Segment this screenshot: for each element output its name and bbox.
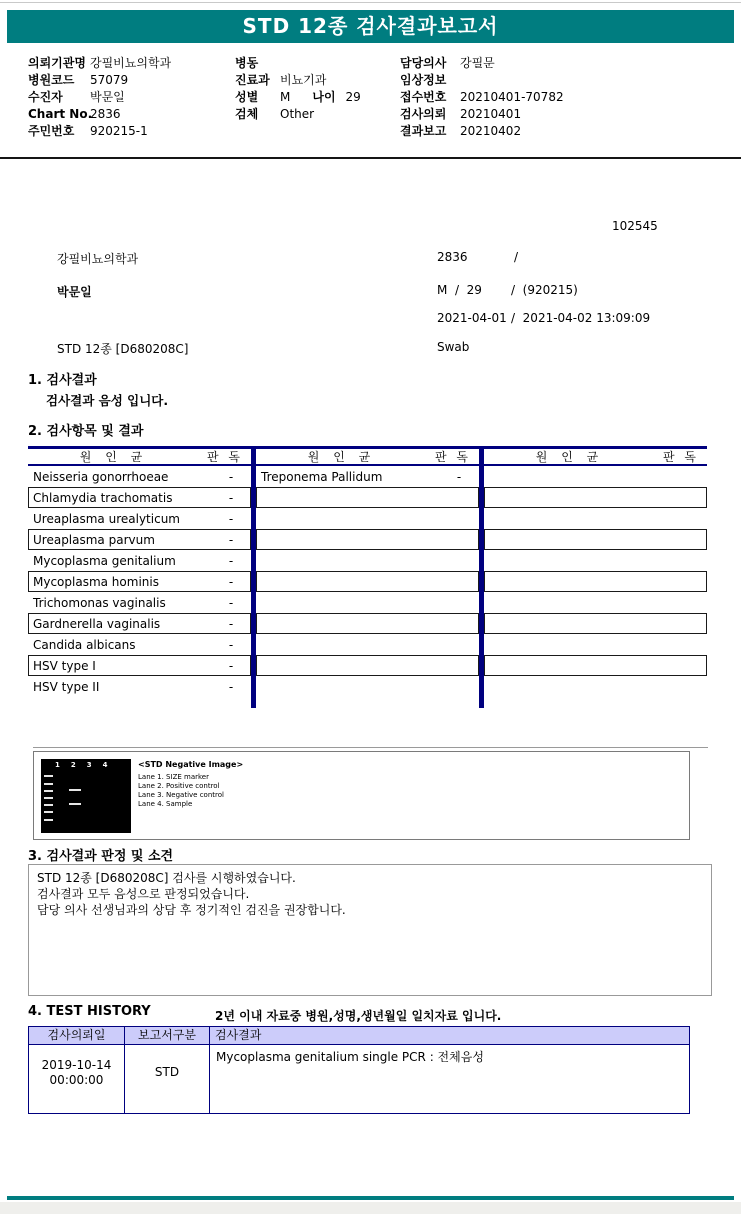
gel-section-top-line: [33, 747, 708, 748]
info-value: 20210402: [460, 124, 522, 138]
reference-number: 102545: [612, 219, 658, 233]
result-row: [484, 592, 707, 613]
result-row: [256, 676, 479, 697]
result-rows-group3: [484, 466, 707, 697]
header-separator-line: [0, 157, 741, 159]
gel-band: [69, 789, 81, 791]
result-row: [256, 592, 479, 613]
opinion-text: STD 12종 [D680208C] 검사를 시행하였습니다.: [37, 871, 296, 885]
summary-report-datetime: / 2021-04-02 13:09:09: [511, 311, 651, 325]
section1-result-text: 검사결과 음성 입니다.: [46, 393, 169, 408]
result-row: [484, 571, 707, 592]
result-row: [256, 655, 479, 676]
header-reading: 판 독: [663, 450, 699, 464]
info-value: M: [280, 90, 291, 104]
result-row: [484, 634, 707, 655]
opinion-line: [37, 902, 703, 918]
info-label: 담당의사: [400, 56, 447, 70]
pathogen-result: -: [228, 532, 234, 547]
result-row: [28, 550, 251, 571]
gel-lane-text: Lane 3. Negative control: [138, 791, 224, 799]
gel-lane-number: 2: [70, 761, 76, 769]
result-row: [484, 529, 707, 550]
info-label: 병동: [235, 56, 259, 70]
info-label: 성별: [235, 90, 259, 104]
info-row: [400, 106, 730, 123]
info-row: [235, 106, 400, 123]
info-value: 강필비뇨의학과: [90, 56, 172, 70]
info-value: Other: [280, 107, 315, 121]
info-label: 병원코드: [28, 73, 75, 87]
info-value: 2836: [90, 107, 121, 121]
summary-hospital-name: 강필비뇨의학과: [57, 252, 139, 266]
info-label: Chart No.: [28, 107, 93, 121]
opinion-line: [37, 886, 703, 902]
summary-test-name: STD 12종 [D680208C]: [57, 342, 189, 356]
gel-band: [44, 797, 53, 799]
summary-sex-age: M / 29: [437, 283, 482, 297]
gel-lane-description: [138, 782, 224, 791]
gel-band: [44, 811, 53, 813]
history-body: [29, 1045, 689, 1113]
pathogen-result: -: [228, 637, 234, 652]
info-value: 20210401: [460, 107, 522, 121]
result-table: [28, 446, 708, 708]
result-row: [28, 592, 251, 613]
pathogen-result: -: [228, 511, 234, 526]
info-value: 강필문: [460, 56, 495, 70]
result-row: [256, 571, 479, 592]
gel-lane-number: 4: [102, 761, 108, 769]
result-row: [484, 676, 707, 697]
pathogen-name: Gardnerella vaginalis: [33, 616, 161, 631]
history-header-date: 검사의뢰일: [29, 1027, 125, 1044]
result-row: [484, 466, 707, 487]
pathogen-name: Ureaplasma parvum: [33, 532, 155, 547]
gel-lane-description: [138, 773, 224, 782]
opinion-text: 담당 의사 선생님과의 상담 후 정기적인 검진을 권장합니다.: [37, 903, 346, 917]
result-row: [28, 655, 251, 676]
result-row: [256, 487, 479, 508]
history-note: 2년 이내 자료중 병원,성명,생년월일 일치자료 입니다.: [215, 1009, 502, 1023]
gel-electrophoresis-image: [41, 759, 131, 833]
result-row: [484, 487, 707, 508]
summary-specimen-type: Swab: [437, 340, 470, 354]
info-label-secondary: 나이: [312, 90, 336, 104]
info-row: [235, 72, 400, 89]
result-row: [484, 655, 707, 676]
gel-lane-number: 1: [55, 761, 60, 769]
info-row: [400, 72, 730, 89]
info-row: [235, 89, 400, 106]
info-label: 수진자: [28, 90, 63, 104]
info-column-middle: [235, 55, 400, 140]
gel-band: [44, 775, 53, 777]
gel-lane-description: [138, 791, 224, 800]
history-result: Mycoplasma genitalium single PCR : 전체음성: [216, 1050, 484, 1064]
result-row: [484, 550, 707, 571]
result-row: [256, 613, 479, 634]
gel-lane-text: Lane 2. Positive control: [138, 782, 220, 790]
result-group-3: [484, 446, 707, 697]
summary-birthdate: / (920215): [511, 283, 578, 297]
result-row: [28, 613, 251, 634]
section4-title: 4. TEST HISTORY: [28, 1004, 151, 1019]
result-row: [256, 529, 479, 550]
pathogen-name: Mycoplasma hominis: [33, 574, 159, 589]
result-table-header: [484, 446, 707, 466]
result-row: [256, 508, 479, 529]
gel-lane-number: 3: [86, 761, 92, 769]
info-label: 검체: [235, 107, 259, 121]
gel-band: [44, 783, 53, 785]
info-row: [400, 89, 730, 106]
pathogen-name: HSV type I: [33, 658, 96, 673]
header-reading: 판 독: [435, 450, 471, 464]
info-label: 진료과: [235, 73, 270, 87]
gel-image-panel: [33, 751, 690, 840]
result-row: [28, 508, 251, 529]
result-row: [28, 487, 251, 508]
gel-lane-legend: [138, 773, 224, 809]
pathogen-name: Trichomonas vaginalis: [33, 595, 166, 610]
pathogen-result: -: [228, 469, 234, 484]
pathogen-result: -: [228, 679, 234, 694]
pathogen-name: Ureaplasma urealyticum: [33, 511, 180, 526]
opinion-line: [37, 870, 703, 886]
result-row: [28, 634, 251, 655]
patient-info-block: [28, 55, 732, 140]
gel-lane-numbers: [41, 759, 131, 769]
pathogen-name: Candida albicans: [33, 637, 136, 652]
result-row: [484, 613, 707, 634]
result-row: [28, 676, 251, 697]
pathogen-name: HSV type II: [33, 679, 100, 694]
info-label: 임상정보: [400, 73, 447, 87]
section3-title: 3. 검사결과 판정 및 소견: [28, 849, 174, 864]
info-column-right: [400, 55, 730, 140]
pathogen-result: -: [228, 490, 234, 505]
footer-banner-line: [7, 1196, 734, 1200]
test-history-table: [28, 1026, 690, 1114]
header-pathogen: 원 인 균: [535, 450, 604, 464]
info-value-secondary: 29: [345, 90, 361, 104]
info-value: 비뇨기과: [280, 73, 327, 87]
gel-caption: <STD Negative Image>: [138, 760, 244, 769]
info-label: 접수번호: [400, 90, 447, 104]
info-row: [28, 123, 235, 140]
result-group-2: [256, 446, 479, 697]
summary-patient-name: 박문일: [57, 285, 92, 299]
result-row: [256, 634, 479, 655]
pathogen-result: -: [456, 469, 462, 484]
summary-chart-number: 2836: [437, 250, 468, 264]
history-date: 2019-10-14 00:00:00: [29, 1045, 125, 1113]
gel-band: [44, 819, 53, 821]
pathogen-result: -: [228, 553, 234, 568]
result-row: [484, 508, 707, 529]
report-title-banner: STD 12종 검사결과보고서: [7, 10, 734, 43]
result-row: [28, 466, 251, 487]
info-value: 박문일: [90, 90, 125, 104]
info-value: 20210401-70782: [460, 90, 564, 104]
info-row: [28, 106, 235, 123]
result-row: [28, 529, 251, 550]
info-value: 920215-1: [90, 124, 148, 138]
summary-slash: /: [514, 250, 519, 264]
pathogen-result: -: [228, 574, 234, 589]
info-row: [400, 55, 730, 72]
info-row: [28, 72, 235, 89]
info-label: 주민번호: [28, 124, 75, 138]
info-row: [28, 55, 235, 72]
header-pathogen: 원 인 균: [79, 450, 148, 464]
gel-band: [44, 790, 53, 792]
top-divider: [0, 2, 741, 3]
pathogen-result: -: [228, 595, 234, 610]
header-reading: 판 독: [207, 450, 243, 464]
result-table-header: [256, 446, 479, 466]
result-row: [256, 466, 479, 487]
result-table-header: [28, 446, 251, 466]
gel-lane-text: Lane 1. SIZE marker: [138, 773, 209, 781]
header-pathogen: 원 인 균: [307, 450, 376, 464]
info-row: [28, 89, 235, 106]
pathogen-name: Treponema Pallidum: [261, 469, 383, 484]
history-type: STD: [125, 1045, 210, 1113]
gel-lane-description: [138, 800, 224, 809]
pathogen-name: Chlamydia trachomatis: [33, 490, 173, 505]
history-row: [29, 1045, 689, 1113]
gel-band: [69, 803, 81, 805]
info-row: [400, 123, 730, 140]
info-label: 의뢰기관명: [28, 56, 86, 70]
section1-title: 1. 검사결과: [28, 373, 97, 388]
info-column-left: [28, 55, 235, 140]
result-rows-group2: [256, 466, 479, 697]
opinion-box: [28, 864, 712, 996]
pathogen-name: Neisseria gonorrhoeae: [33, 469, 169, 484]
gel-lane-text: Lane 4. Sample: [138, 800, 193, 808]
section2-title: 2. 검사항목 및 결과: [28, 424, 144, 439]
info-label: 검사의뢰: [400, 107, 447, 121]
info-row: [235, 55, 400, 72]
info-label: 결과보고: [400, 124, 447, 138]
pathogen-result: -: [228, 658, 234, 673]
opinion-text: 검사결과 모두 음성으로 판정되었습니다.: [37, 887, 250, 901]
result-row: [28, 571, 251, 592]
result-group-1: [28, 446, 251, 697]
info-value: 57079: [90, 73, 129, 87]
result-row: [256, 550, 479, 571]
history-header-type: 보고서구분: [125, 1027, 210, 1044]
pathogen-result: -: [228, 616, 234, 631]
summary-request-date: 2021-04-01: [437, 311, 507, 325]
pathogen-name: Mycoplasma genitalium: [33, 553, 176, 568]
result-rows-group1: [28, 466, 251, 697]
gel-band: [44, 804, 53, 806]
footer-margin: [0, 1202, 741, 1214]
history-header-result: 검사결과: [215, 1028, 262, 1042]
history-header-row: [29, 1027, 689, 1045]
